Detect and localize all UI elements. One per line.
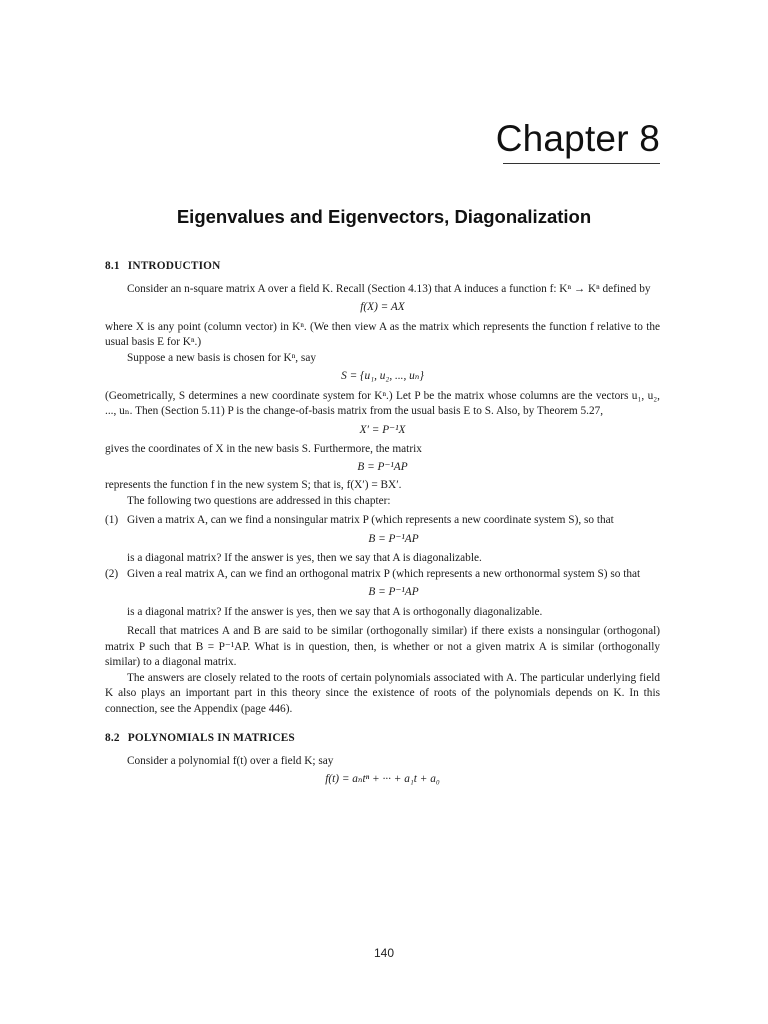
paragraph: Recall that matrices A and B are said to be similar (orthogonally similar) if there exists a nonsingular (orthogonal) matrix P such that B = P⁻¹AP. What is in question, then, is whether or not a given matrix A is similar (orthogonally similar) to a diagonal matrix. (105, 625, 660, 668)
list-item-label: (1) (105, 514, 119, 526)
section-number: 8.1 (105, 260, 120, 272)
chapter-title-rule (503, 163, 660, 164)
section-title: INTRODUCTION (127, 260, 221, 272)
page-number: 140 (373, 946, 395, 960)
paragraph: Consider an n-square matrix A over a field K. Recall (Section 4.13) that A induces a function f: Kⁿ → Kⁿ defined by (127, 282, 651, 295)
section-heading-intro (105, 259, 660, 275)
equation: f(t) = aₙtⁿ + ··· + a₁t + a₀ (325, 773, 440, 785)
paragraph: (Geometrically, S determines a new coordinate system for Kⁿ.) Let P be the matrix whose columns are the vectors u₁, u₂, ..., uₙ. Then (Section 5.11) P is the change-of-basis matrix from the usual basis E to S. Also, by Theorem 5.27, (105, 389, 660, 417)
equation: B = P⁻¹AP (368, 532, 419, 545)
chapter-subtitle: Eigenvalues and Eigenvectors, Diagonalization (176, 206, 592, 227)
paragraph: where X is any point (column vector) in Kⁿ. (We then view A as the matrix which represents the function f relative to the usual basis E for Kⁿ.) (105, 320, 660, 348)
paragraph: gives the coordinates of X in the new basis S. Furthermore, the matrix (105, 443, 422, 455)
list-item-label: (2) (105, 567, 119, 580)
paragraph: Suppose a new basis is chosen for Kⁿ, say (127, 351, 316, 364)
paragraph: The following two questions are addressed in this chapter: (127, 494, 391, 507)
paragraph: represents the function f in the new system S; that is, f(X′) = BX′. (105, 479, 402, 491)
list-item (105, 513, 660, 567)
list-item-text: Given a matrix A, can we find a nonsingular matrix P (which represents a new coordinate system S), so that (127, 514, 614, 526)
equation: X′ = P⁻¹X (359, 423, 406, 436)
section-title: POLYNOMIALS IN MATRICES (127, 732, 295, 744)
equation: B = P⁻¹AP (357, 460, 408, 473)
equation: S = {u₁, u₂, ..., uₙ} (341, 370, 424, 382)
equation: f(X) = AX (360, 301, 405, 313)
list-item-text: is a diagonal matrix? If the answer is yes, then we say that A is diagonalizable. (127, 552, 482, 564)
paragraph: Consider a polynomial f(t) over a field K; say (127, 754, 334, 767)
list-item (105, 567, 660, 621)
equation: B = P⁻¹AP (368, 586, 419, 598)
chapter-title: Chapter 8 (495, 118, 660, 159)
page-body (105, 259, 660, 792)
list-item-text: is a diagonal matrix? If the answer is yes, then we say that A is orthogonally diagonalizable. (127, 605, 543, 618)
paragraph: The answers are closely related to the roots of certain polynomials associated with A. The particular underlying field K also plays an important part in this theory since the existence of roots of the polynomials depends on K. In this connection, see the Appendix (page 446). (105, 671, 660, 715)
section-heading-polynomials (105, 731, 660, 747)
section-number: 8.2 (105, 732, 120, 744)
list-item-text: Given a real matrix A, can we find an orthogonal matrix P (which represents a new orthonormal system S) so that (127, 567, 641, 580)
